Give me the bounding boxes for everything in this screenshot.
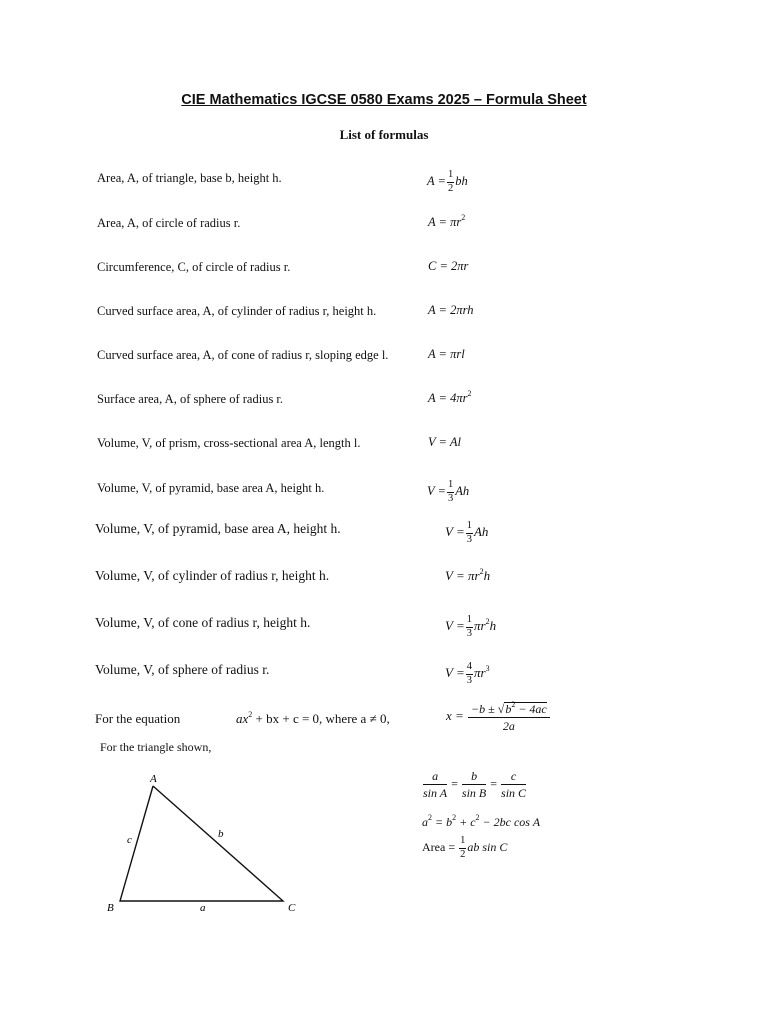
quadratic-rad-sup: 2	[511, 700, 516, 709]
formula-expression	[428, 303, 474, 318]
quadratic-numerator	[468, 702, 550, 718]
formula-fraction	[466, 615, 473, 639]
quadratic-formula	[446, 702, 551, 732]
formula-expression	[428, 391, 471, 406]
formula-denominator: 3	[466, 627, 472, 639]
formula-expression	[427, 480, 469, 504]
cosine-a: a	[422, 815, 428, 829]
sine-den-b: sin B	[461, 786, 487, 800]
sine-num-a: a	[423, 770, 447, 785]
formula-row	[0, 479, 768, 504]
formula-rest: πr	[473, 664, 486, 680]
formula-description: Volume, V, of cylinder of radius r, height h.	[95, 568, 330, 583]
triangle-outline	[120, 786, 283, 901]
side-b-label: b	[218, 828, 224, 840]
formula-description: Volume, V, of pyramid, base area A, height h.	[95, 521, 341, 536]
formula-row	[0, 435, 768, 450]
formula-numerator: 1	[466, 521, 473, 534]
area-rule-rest: ab sin C	[467, 839, 508, 854]
formula-row	[0, 520, 768, 545]
formula-lhs: V =	[445, 664, 465, 680]
formula-lhs: V = πr	[445, 568, 480, 583]
formula-expression	[428, 215, 465, 230]
formula-expression	[445, 662, 490, 686]
subtitle: List of formulas	[339, 127, 429, 142]
formula-description: Area, A, of triangle, base b, height h.	[97, 171, 282, 185]
sine-den-a: sin A	[423, 786, 448, 800]
side-c-label: c	[127, 834, 132, 846]
sine-den-c: sin C	[501, 786, 527, 800]
quadratic-eq-a: ax	[236, 711, 249, 726]
formula-exponent: 2	[479, 567, 484, 576]
sine-num-c: c	[501, 770, 526, 785]
equals-sign: =	[451, 776, 458, 791]
vertex-a-label: A	[150, 773, 157, 785]
quadratic-radicand	[504, 702, 546, 715]
formula-description: Curved surface area, A, of cone of radius r, sloping edge l.	[97, 348, 389, 362]
formula-lhs: C = 2πr	[428, 259, 469, 273]
formula-numerator: 1	[447, 480, 454, 493]
formula-fraction	[447, 480, 454, 504]
formula-expression	[427, 170, 468, 194]
quadratic-equation	[236, 711, 390, 727]
formula-rest: πr	[473, 617, 486, 633]
area-rule-num: 1	[459, 836, 466, 849]
formula-rest: bh	[455, 173, 468, 188]
formula-denominator: 2	[447, 182, 454, 194]
page-title: CIE Mathematics IGCSE 0580 Exams 2025 – Formula Sheet	[181, 92, 587, 108]
formula-lhs: A =	[427, 173, 446, 188]
sqrt-icon: √	[497, 702, 505, 716]
cosine-c: + c	[456, 815, 476, 829]
formula-description: Volume, V, of pyramid, base area A, height h.	[97, 481, 325, 495]
sine-frac-c	[501, 770, 526, 799]
formula-lhs: V =	[445, 523, 465, 539]
formula-lhs: A = 4πr	[428, 391, 468, 405]
formula-lhs: A = πr	[428, 215, 462, 229]
formula-denominator: 3	[466, 533, 472, 545]
formula-tail: h	[489, 617, 497, 633]
area-rule-den: 2	[460, 848, 466, 860]
area-rule	[422, 836, 507, 860]
quadratic-rad-b: b	[505, 702, 512, 716]
formula-exponent: 3	[485, 663, 490, 673]
area-rule-fraction	[459, 836, 466, 860]
formula-row	[0, 303, 768, 318]
formula-denominator: 3	[466, 674, 472, 686]
formula-description: Circumference, C, of circle of radius r.	[97, 260, 291, 274]
formula-lhs: A = 2πrh	[428, 303, 474, 317]
formula-row	[0, 169, 768, 194]
formula-row	[0, 259, 768, 274]
formula-fraction	[447, 170, 454, 194]
sine-frac-a	[423, 770, 447, 799]
cosine-rest: − 2bc cos A	[479, 815, 541, 829]
quadratic-eq-a-sup: 2	[248, 710, 253, 719]
formula-exponent: 2	[461, 213, 466, 222]
formula-denominator: 3	[447, 492, 454, 504]
formula-rest: Ah	[455, 483, 470, 498]
formula-lhs: V = Al	[428, 435, 461, 449]
formula-numerator: 4	[466, 662, 473, 675]
formula-fraction	[466, 521, 473, 545]
cosine-sup-1: 2	[428, 813, 432, 822]
cosine-sup-2: 2	[452, 813, 457, 822]
cosine-b: = b	[432, 815, 453, 829]
vertex-c-label: C	[288, 902, 296, 914]
formula-rest: Ah	[473, 523, 489, 539]
formula-exponent: 2	[485, 616, 490, 626]
area-rule-label: Area =	[422, 839, 456, 854]
formula-numerator: 1	[447, 170, 454, 183]
formula-lhs: V =	[445, 617, 465, 633]
quadratic-rad-rest: − 4ac	[515, 702, 547, 716]
formula-numerator: 1	[466, 615, 473, 628]
sine-frac-b	[462, 770, 486, 799]
formula-description: Area, A, of circle of radius r.	[97, 216, 241, 230]
formula-description: Surface area, A, of sphere of radius r.	[97, 392, 284, 406]
formula-expression	[445, 521, 488, 545]
formula-description: Volume, V, of prism, cross-sectional area A, length l.	[97, 436, 361, 450]
triangle-label: For the triangle shown,	[100, 740, 212, 754]
triangle-diagram	[100, 768, 310, 918]
vertex-b-label: B	[107, 902, 114, 914]
cosine-sup-3: 2	[475, 813, 480, 822]
formula-description: Curved surface area, A, of cylinder of radius r, height h.	[97, 304, 377, 318]
equals-sign: =	[490, 776, 498, 791]
quadratic-label: For the equation	[95, 711, 181, 726]
quadratic-eq-rest: + bx + c = 0, where a ≠ 0,	[252, 711, 390, 726]
quadratic-num-a: −b ±	[471, 702, 498, 716]
quadratic-denominator: 2a	[502, 719, 515, 733]
sine-num-b: b	[462, 770, 486, 785]
formula-row	[0, 347, 768, 362]
sine-rule	[422, 770, 527, 799]
formula-description: Volume, V, of cone of radius r, height h.	[95, 615, 311, 630]
quadratic-x-lhs: x =	[446, 707, 464, 723]
formula-tail: h	[483, 568, 491, 583]
formula-expression	[428, 347, 465, 362]
formula-fraction	[466, 662, 473, 686]
formula-expression	[428, 435, 461, 450]
cosine-rule	[422, 815, 540, 830]
formula-lhs: V =	[427, 483, 446, 498]
formula-expression	[445, 568, 490, 584]
quadratic-fraction	[468, 702, 550, 732]
formula-exponent: 2	[467, 389, 472, 398]
formula-description: Volume, V, of sphere of radius r.	[95, 662, 270, 677]
formula-expression	[445, 615, 496, 639]
formula-lhs: A = πrl	[428, 347, 465, 361]
side-a-label: a	[200, 902, 206, 914]
formula-expression	[428, 259, 468, 274]
